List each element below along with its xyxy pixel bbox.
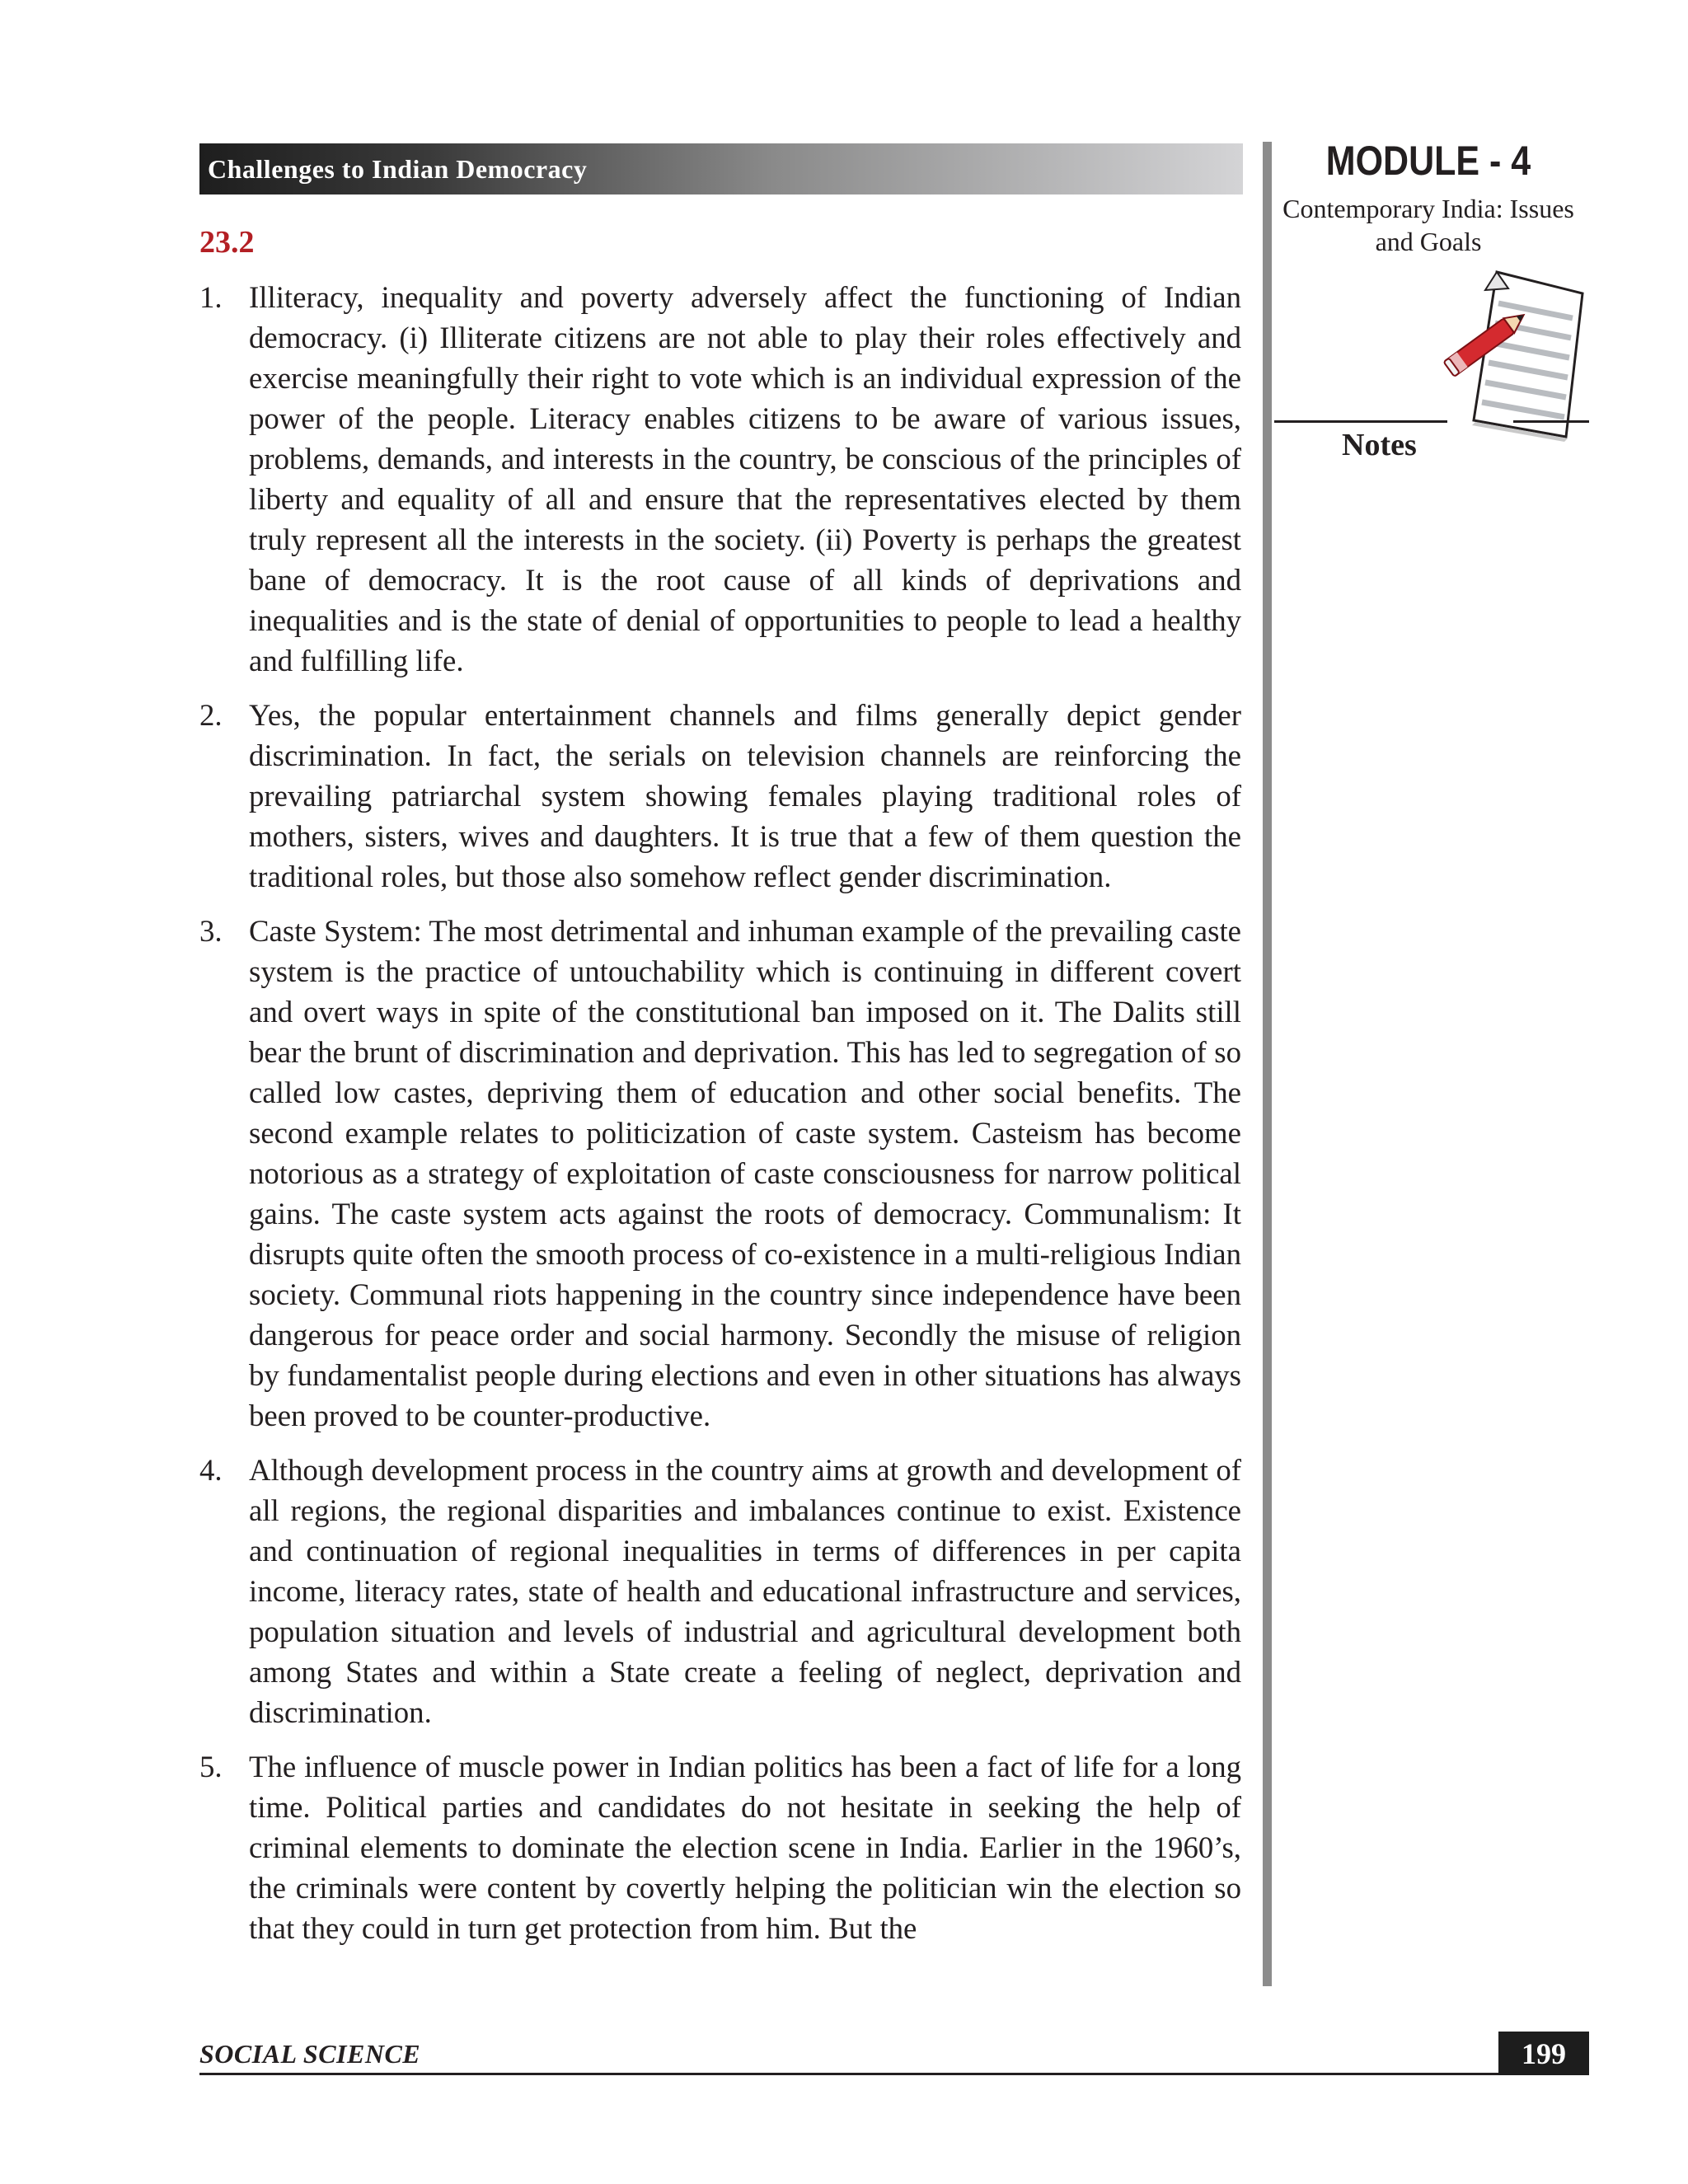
answer-text: Yes, the popular entertainment channels and films generally depict gender discrimination. In fact, the serials on television channels are reinforcing the prevailing patriarchal system showing females playing traditional roles of mothers, sisters, wives and daughters. It is true that a few of them question the traditional roles, but those also somehow reflect gender discrimination. — [249, 698, 1241, 893]
answer-text: Caste System: The most detrimental and inhuman example of the prevailing caste system is the practice of untouchability which is continuing in different covert and overt ways in spite of the constitutional ban imposed on it. The Dalits still bear the brunt of discrimination and deprivation. This has led to segregation of so called low castes, depriving them of education and other social benefits. The second example relates to politicization of caste system. Casteism has become notorious as a strategy of exploitation of caste consciousness for narrow political gains. The caste system acts against the roots of democracy. Communalism: It disrupts quite often the smooth process of co-existence in a multi-religious Indian society. Communal riots happening in the country since independence have been dangerous for peace order and social harmony. Secondly the misuse of religion by fundamentalist people during elections and even in other situations has always been proved to be counter-productive. — [249, 914, 1241, 1432]
answer-item-1 — [199, 277, 1241, 681]
notes-rule-left — [1274, 420, 1447, 423]
chapter-title: Challenges to Indian Democracy — [208, 153, 588, 184]
notes-pencil-icon — [1426, 264, 1591, 445]
notes-rule-right — [1513, 420, 1589, 423]
answer-text: The influence of muscle power in Indian politics has been a fact of life for a long time. Political parties and candidates do not hesitate in seeking the help of criminal elements to dominate the election scene in India. Earlier in the 1960’s, the criminals were content by covertly helping the politician win the election so that they could in turn get protection from him. But the — [249, 1750, 1241, 1945]
footer-subject: SOCIAL SCIENCE — [199, 2039, 421, 2069]
module-title: MODULE - 4 — [1325, 138, 1531, 184]
answers-list — [199, 277, 1241, 1962]
notepaper-icon — [1472, 272, 1582, 442]
chapter-header-bar — [199, 143, 1243, 194]
footer-rule — [199, 2073, 1589, 2075]
answer-number: 1. — [199, 280, 223, 314]
answer-item-3 — [199, 911, 1241, 1436]
page-number-box — [1498, 2032, 1589, 2075]
answer-number: 4. — [199, 1453, 223, 1487]
answer-number: 3. — [199, 914, 223, 948]
answer-number: 5. — [199, 1750, 223, 1783]
answer-text: Although development process in the country aims at growth and development of all regions, the regional disparities and imbalances continue to exist. Existence and continuation of regional inequalities in terms of differences in per capita income, literacy rates, state of health and educational infrastructure and services, population situation and levels of industrial and agricultural development both among States and within a State create a feeling of neglect, deprivation and discrimination. — [249, 1453, 1241, 1729]
page-number: 199 — [1522, 2036, 1566, 2070]
margin-divider — [1263, 142, 1272, 1986]
answer-text: Illiteracy, inequality and poverty adversely affect the functioning of Indian democracy. (i) Illiterate citizens are not able to play their roles effectively and exercise meaningfully their right to vote which is an individual expression of the power of the people. Literacy enables citizens to be aware of various issues, problems, demands, and interests in the country, be conscious of the principles of liberty and equality of all and ensure that the representatives elected by them truly represent all the interests in the society. (ii) Poverty is perhaps the greatest bane of democracy. It is the root cause of all kinds of deprivations and inequalities and is the state of denial of opportunities to people to lead a healthy and fulfilling life. — [249, 280, 1241, 677]
answer-item-4 — [199, 1450, 1241, 1732]
module-subtitle — [1276, 192, 1581, 258]
module-subtitle-line2: and Goals — [1375, 227, 1482, 256]
answer-item-2 — [199, 695, 1241, 897]
answer-number: 2. — [199, 698, 223, 732]
notes-label: Notes — [1342, 428, 1417, 462]
answer-item-5 — [199, 1746, 1241, 1948]
module-subtitle-line1: Contemporary India: Issues — [1282, 194, 1574, 223]
section-number: 23.2 — [199, 225, 255, 260]
